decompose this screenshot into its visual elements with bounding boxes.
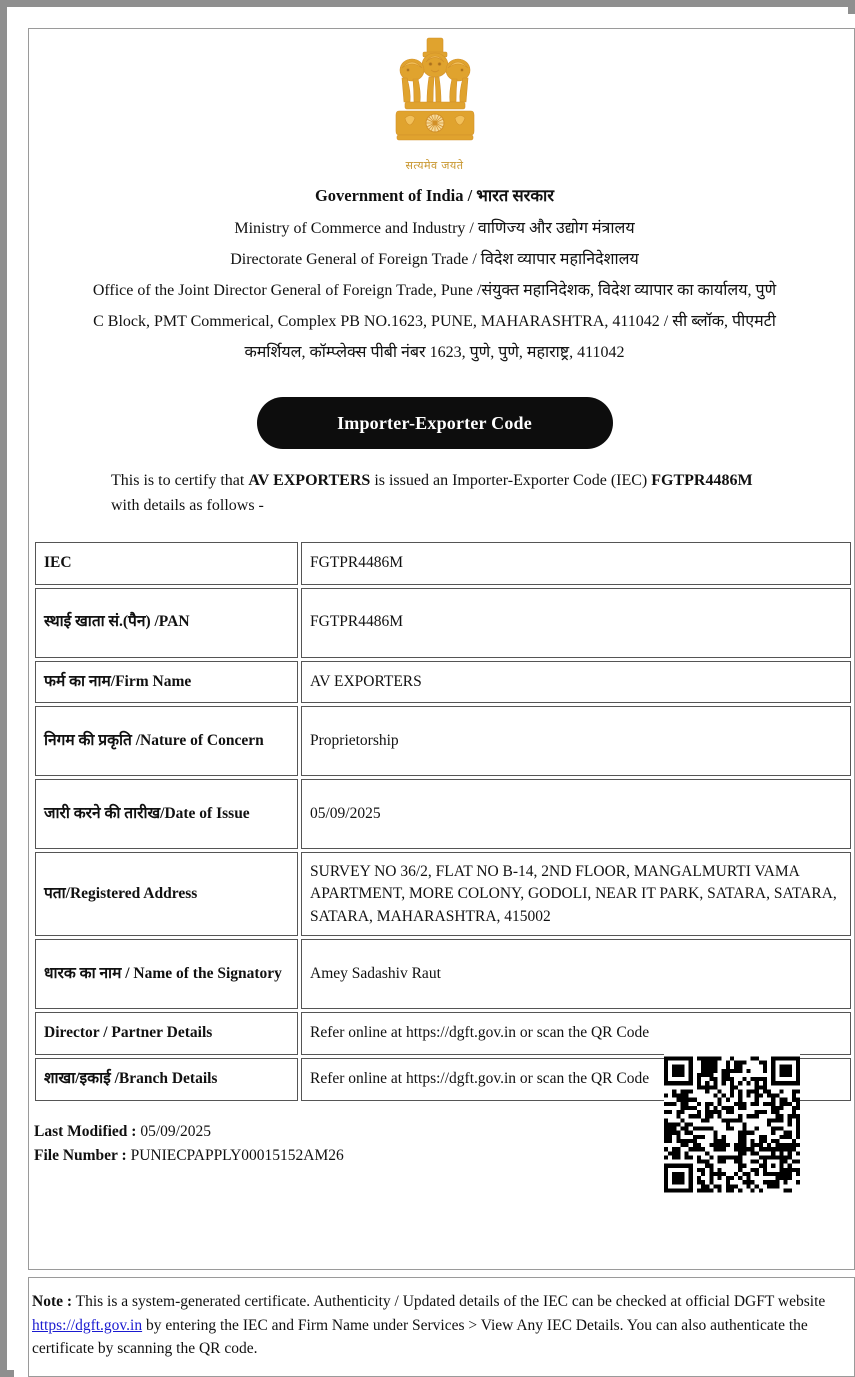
table-row	[35, 706, 851, 776]
emblem-motto: सत्यमेव जयते	[405, 160, 464, 172]
certify-paragraph	[111, 469, 771, 519]
certify-suffix: with details as follows -	[111, 496, 264, 514]
table-row-value: SURVEY NO 36/2, FLAT NO B-14, 2ND FLOOR, MANGALMURTI VAMA APARTMENT, MORE COLONY, GODOLI, NEAR IT PARK, SATARA, SATARA, SATARA, MAHARASHTRA, 415002	[301, 852, 851, 936]
file-number-label: File Number :	[34, 1147, 127, 1165]
state-emblem-of-india-icon	[385, 32, 485, 157]
iec-details-table-body	[35, 542, 851, 1101]
table-row	[35, 661, 851, 704]
header-government-of-india: Government of India / भारत सरकार	[314, 186, 555, 205]
table-row	[35, 939, 851, 1009]
table-row	[35, 542, 851, 585]
table-row-value: Proprietorship	[301, 706, 851, 776]
dgft-website-link[interactable]: https://dgft.gov.in	[32, 1316, 143, 1334]
table-row-label: फर्म का नाम/Firm Name	[35, 661, 298, 704]
last-modified-value: 05/09/2025	[140, 1123, 211, 1140]
table-row-label: निगम की प्रकृति /Nature of Concern	[35, 706, 298, 776]
note-label: Note :	[32, 1293, 73, 1310]
header-ministry: Ministry of Commerce and Industry / वाणिज्य और उद्योग मंत्रालय	[234, 220, 635, 237]
table-row-value: AV EXPORTERS	[301, 661, 851, 704]
table-row-label: पता/Registered Address	[35, 852, 298, 936]
state-emblem-block	[14, 32, 855, 173]
certify-prefix: This is to certify that	[111, 472, 249, 489]
certify-iec: FGTPR4486M	[651, 472, 753, 489]
table-row-value: Refer online at https://dgft.gov.in or scan the QR Code	[301, 1012, 851, 1055]
table-row	[35, 588, 851, 658]
table-row-value: Refer online at https://dgft.gov.in or scan the QR Code	[301, 1058, 851, 1101]
header-address-line-en: C Block, PMT Commerical, Complex PB NO.1623, PUNE, MAHARASHTRA, 411042 / सी ब्लॉक, पीएमटी	[93, 313, 776, 330]
certify-firm-name: AV EXPORTERS	[248, 472, 371, 489]
table-row-label: जारी करने की तारीख/Date of Issue	[35, 779, 298, 849]
table-row	[35, 1012, 851, 1055]
qr-code-icon	[664, 1054, 800, 1195]
file-number-value: PUNIECPAPPLY00015152AM26	[130, 1147, 344, 1165]
title-badge-importer-exporter-code: Importer-Exporter Code	[257, 397, 613, 449]
table-row-value: 05/09/2025	[301, 779, 851, 849]
last-modified-line	[34, 1120, 344, 1144]
note-paragraph	[32, 1290, 837, 1361]
table-row-value: Amey Sadashiv Raut	[301, 939, 851, 1009]
iec-details-table	[32, 539, 854, 1104]
footer-meta	[34, 1120, 344, 1169]
table-row-label: Director / Partner Details	[35, 1012, 298, 1055]
header-office: Office of the Joint Director General of Foreign Trade, Pune /संयुक्त महानिदेशक, विदेश व्यापार का कार्यालय, पुणे	[92, 282, 777, 299]
table-row-value: FGTPR4486M	[301, 588, 851, 658]
table-row-label: IEC	[35, 542, 298, 585]
last-modified-label: Last Modified :	[34, 1123, 137, 1140]
qr-code[interactable]	[664, 1054, 800, 1195]
file-number-line	[34, 1144, 344, 1168]
note-part-2: by entering the IEC and Firm Name under Services > View Any IEC Details. You can also authenticate the certificate by scanning the QR code.	[32, 1316, 808, 1358]
header-address-line-hi: कमर्शियल, कॉम्प्लेक्स पीबी नंबर 1623, पुणे, पुणे, महाराष्ट्र, 411042	[244, 344, 625, 361]
table-row-label: स्थाई खाता सं.(पैन) /PAN	[35, 588, 298, 658]
table-row	[35, 779, 851, 849]
table-row-label: धारक का नाम / Name of the Signatory	[35, 939, 298, 1009]
certify-middle: is issued an Importer-Exporter Code (IEC)	[370, 472, 652, 489]
header-directorate: Directorate General of Foreign Trade / विदेश व्यापार महानिदेशालय	[230, 251, 639, 268]
table-row	[35, 852, 851, 936]
table-row-label: शाखा/इकाई /Branch Details	[35, 1058, 298, 1101]
note-part-1: This is a system-generated certificate. Authenticity / Updated details of the IEC can be checked at official DGFT website	[72, 1293, 826, 1310]
table-row-value: FGTPR4486M	[301, 542, 851, 585]
document-page	[14, 14, 855, 1377]
